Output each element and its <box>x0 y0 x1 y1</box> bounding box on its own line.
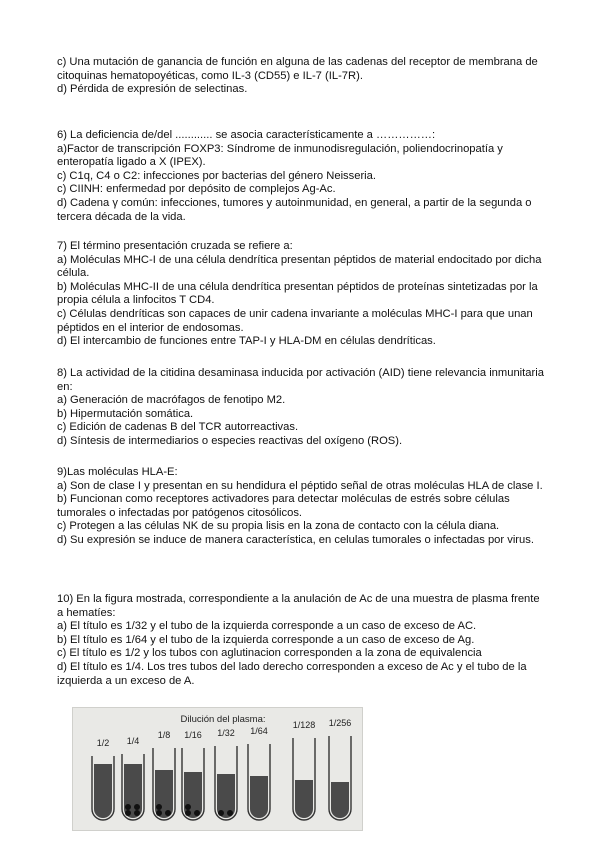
option-a: a) Son de clase I y presentan en su hendidura el péptido señal de otras moléculas HLA de clase I. <box>57 479 543 492</box>
plasma-liquid <box>331 782 349 818</box>
option-a: a) Generación de macrófagos de fenotipo M2. <box>57 394 286 407</box>
tube-label: 1/4 <box>126 736 140 746</box>
plasma-liquid <box>94 764 112 818</box>
option-c: c) CIINH: enfermedad por depósito de complejos Ag-Ac. <box>57 183 336 196</box>
option-c: c) El título es 1/2 y los tubos con aglutinacion corresponden a la zona de equivalencia <box>57 647 482 660</box>
option-d: d) El intercambio de funciones entre TAP-I y HLA-DM en células dendríticas. <box>57 335 436 348</box>
option-d: d) Su expresión se induce de manera característica, en celulas tumorales o infectadas por virus. <box>57 533 534 546</box>
plasma-liquid <box>250 776 268 818</box>
test-tube <box>122 754 144 820</box>
question-stem: 8) La actividad de la citidina desaminasa inducida por activación (AID) tiene relevancia inmunitaria en: <box>57 367 544 393</box>
option-c: c) Protegen a las células NK de su propia lisis en la zona de contacto con la célula diana. <box>57 520 500 533</box>
agglutinate-dot <box>134 810 140 816</box>
agglutinate-dot <box>185 810 191 816</box>
agglutinate-dot <box>125 810 131 816</box>
tube-label: 1/128 <box>292 720 316 730</box>
question-stem: 9)Las moléculas HLA-E: <box>57 466 178 478</box>
test-tube <box>248 744 270 820</box>
tube-label: 1/16 <box>184 730 202 740</box>
agglutinate-dot <box>134 804 140 810</box>
tube-label: 1/64 <box>250 726 268 736</box>
option-b: b) Hipermutación somática. <box>57 407 194 420</box>
agglutinate-dot <box>125 804 131 810</box>
tube-label: 1/32 <box>217 728 235 738</box>
question-6 <box>57 129 547 224</box>
option-d: d) Síntesis de intermediarios o especies reactivas del oxígeno (ROS). <box>57 434 403 447</box>
agglutinate-dot <box>227 810 233 816</box>
test-tube <box>293 738 315 820</box>
option-c: c) Células dendríticas son capaces de unir cadena invariante a moléculas MHC-I para que unan péptidos en el interior de endosomas. <box>57 307 533 334</box>
test-tube <box>153 748 175 820</box>
test-tube <box>92 756 114 820</box>
test-tube <box>329 736 351 820</box>
figure-title: Dilución del plasma: <box>180 714 266 725</box>
question-9 <box>57 466 547 548</box>
option-d: d) Pérdida de expresión de selectinas. <box>57 83 248 96</box>
question-8 <box>57 367 547 449</box>
option-a: a) El título es 1/32 y el tubo de la izquierda corresponde a un caso de exceso de AC. <box>57 620 477 633</box>
tube-label: 1/256 <box>328 718 352 728</box>
agglutinate-dot <box>218 810 224 816</box>
test-tube <box>215 746 237 820</box>
option-d: d) Cadena γ común: infecciones, tumores y autoinmunidad, en general, a partir de la segunda o tercera década de la vida. <box>57 196 532 223</box>
test-tube <box>182 748 204 820</box>
option-b: b) Moléculas MHC-II de una célula dendrítica presentan péptidos de proteínas sintetizadas por la propia célula a linfocitos T CD4. <box>57 280 538 307</box>
option-d: d) El título es 1/4. Los tres tubos del lado derecho corresponden a exceso de Ac y el tubo de la izquierda a un exceso de A. <box>57 660 527 687</box>
tube-label: 1/2 <box>96 738 110 748</box>
plasma-liquid <box>124 764 142 818</box>
agglutinate-dot <box>165 810 171 816</box>
option-a: a) Moléculas MHC-I de una célula dendrítica presentan péptidos de material endocitado por dicha célula. <box>57 253 542 280</box>
plasma-liquid <box>295 780 313 818</box>
question-7 <box>57 240 547 349</box>
option-b: b) El título es 1/64 y el tubo de la izquierda corresponde a un caso de exceso de Ag. <box>57 633 475 646</box>
agglutinate-dot <box>194 810 200 816</box>
option-a: a)Factor de transcripción FOXP3: Síndrome de inmunodisregulación, poliendocrinopatía y enteropatía ligado a X (IPEX). <box>57 142 503 169</box>
option-b: c) C1q, C4 o C2: infecciones por bacterias del género Neisseria. <box>57 169 377 182</box>
agglutinate-dot <box>156 810 162 816</box>
question-stem: 10) En la figura mostrada, correspondiente a la anulación de Ac de una muestra de plasma frente a hematíes: <box>57 593 540 619</box>
tubes-illustration <box>73 708 362 830</box>
tube-label: 1/8 <box>157 730 171 740</box>
question-stem: 6) La deficiencia de/del ............ se asocia característicamente a ……………: <box>57 129 436 141</box>
agglutination-tubes-figure <box>72 707 363 831</box>
option-b: b) Funcionan como receptores activadores para detectar moléculas de estrés sobre células tumorales o infectadas por patógenos citosólicos. <box>57 493 510 519</box>
agglutinate-dot <box>185 804 191 810</box>
agglutinate-dot <box>156 804 162 810</box>
option-c: c) Edición de cadenas B del TCR autorreactivas. <box>57 421 299 434</box>
question-stem: 7) El término presentación cruzada se refiere a: <box>57 240 293 252</box>
question-10 <box>57 593 547 688</box>
question-5-continuation <box>57 56 547 97</box>
option-c: c) Una mutación de ganancia de función en alguna de las cadenas del receptor de membrana de citoquinas hematopoyéticas, como IL-3 (CD55) e IL-7 (IL-7R). <box>57 56 538 82</box>
